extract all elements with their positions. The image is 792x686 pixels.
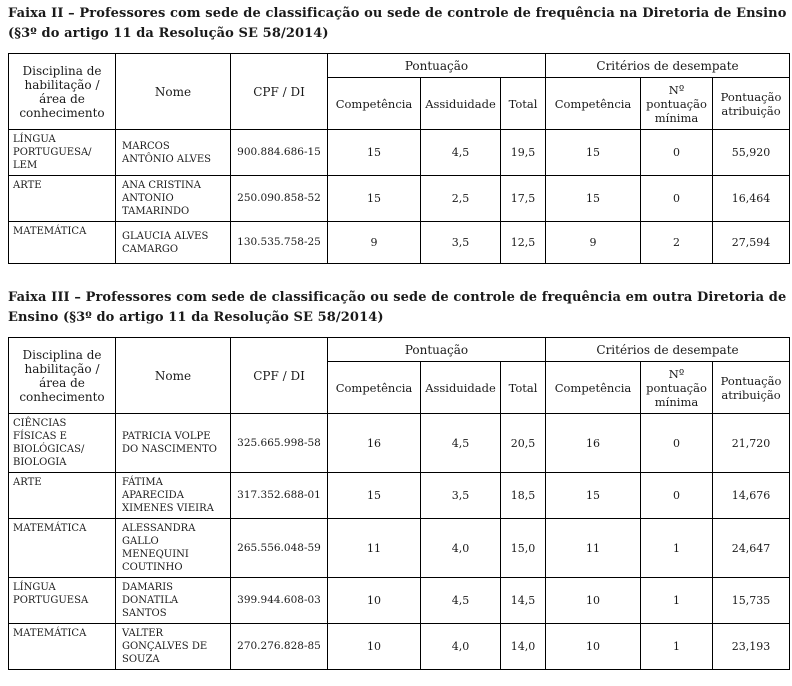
table-header — [9, 338, 790, 414]
cell-nome: VALTER GONÇALVES DE SOUZA — [116, 624, 231, 670]
cell-total: 19,5 — [501, 130, 546, 176]
header-disciplina: Disciplina de habilitação / área de conhecimento — [9, 54, 116, 130]
cell-nome: ANA CRISTINA ANTONIO TAMARINDO — [116, 176, 231, 222]
cell-assiduidade: 3,5 — [421, 222, 501, 264]
cell-n-pontuacao-minima: 0 — [641, 176, 713, 222]
table-row — [9, 130, 790, 176]
cell-pontuacao-atribuicao: 15,735 — [713, 578, 790, 624]
header-group-row — [9, 54, 790, 78]
cell-desempate-competencia: 15 — [546, 176, 641, 222]
cell-n-pontuacao-minima: 0 — [641, 414, 713, 473]
table-body — [9, 414, 790, 670]
header-nome: Nome — [116, 54, 231, 130]
cell-nome: DAMARIS DONATILA SANTOS — [116, 578, 231, 624]
table-row — [9, 578, 790, 624]
cell-total: 20,5 — [501, 414, 546, 473]
header-assiduidade: Assiduidade — [421, 78, 501, 130]
cell-total: 18,5 — [501, 473, 546, 519]
section-title: Faixa III – Professores com sede de classificação ou sede de controle de frequência em outra Diretoria de Ensino (§3º do artigo 11 da Resolução SE 58/2014) — [8, 290, 787, 325]
cell-n-pontuacao-minima: 1 — [641, 578, 713, 624]
cell-cpf-di: 270.276.828-85 — [231, 624, 328, 670]
table-row — [9, 519, 790, 578]
cell-pontuacao-atribuicao: 21,720 — [713, 414, 790, 473]
header-criterios-desempate-group: Critérios de desempate — [546, 54, 790, 78]
cell-pontuacao-competencia: 10 — [328, 578, 421, 624]
cell-desempate-competencia: 15 — [546, 473, 641, 519]
table-row — [9, 624, 790, 670]
header-pontuacao-atribuicao: Pontuação atribuição — [713, 362, 790, 414]
cell-assiduidade: 2,5 — [421, 176, 501, 222]
section-faixa-ii — [8, 4, 788, 264]
header-pontuacao-atribuicao: Pontuação atribuição — [713, 78, 790, 130]
results-table-faixa-iii — [8, 337, 790, 670]
cell-total: 17,5 — [501, 176, 546, 222]
cell-pontuacao-competencia: 10 — [328, 624, 421, 670]
cell-desempate-competencia: 10 — [546, 578, 641, 624]
header-pontuacao-competencia: Competência — [328, 362, 421, 414]
cell-total: 12,5 — [501, 222, 546, 264]
cell-pontuacao-atribuicao: 16,464 — [713, 176, 790, 222]
cell-disciplina: CIÊNCIAS FÍSICAS E BIOLÓGICAS/ BIOLOGIA — [9, 414, 116, 473]
header-nome: Nome — [116, 338, 231, 414]
cell-desempate-competencia: 15 — [546, 130, 641, 176]
cell-pontuacao-competencia: 16 — [328, 414, 421, 473]
table-row — [9, 473, 790, 519]
cell-disciplina: ARTE — [9, 473, 116, 519]
header-pontuacao-group: Pontuação — [328, 338, 546, 362]
section-title: Faixa II – Professores com sede de classificação ou sede de controle de frequência na Diretoria de Ensino (§3º do artigo 11 da Resolução SE 58/2014) — [8, 6, 787, 41]
table-body — [9, 130, 790, 264]
cell-total: 15,0 — [501, 519, 546, 578]
cell-pontuacao-competencia: 15 — [328, 473, 421, 519]
cell-cpf-di: 317.352.688-01 — [231, 473, 328, 519]
cell-disciplina: ARTE — [9, 176, 116, 222]
cell-cpf-di: 325.665.998-58 — [231, 414, 328, 473]
cell-pontuacao-competencia: 11 — [328, 519, 421, 578]
header-pontuacao-group: Pontuação — [328, 54, 546, 78]
header-group-row — [9, 338, 790, 362]
header-cpf-di: CPF / DI — [231, 54, 328, 130]
cell-nome: GLAUCIA ALVES CAMARGO — [116, 222, 231, 264]
cell-n-pontuacao-minima: 0 — [641, 130, 713, 176]
cell-desempate-competencia: 10 — [546, 624, 641, 670]
cell-pontuacao-competencia: 15 — [328, 130, 421, 176]
cell-assiduidade: 3,5 — [421, 473, 501, 519]
cell-disciplina: MATEMÁTICA — [9, 624, 116, 670]
results-table-faixa-ii — [8, 53, 790, 264]
cell-n-pontuacao-minima: 0 — [641, 473, 713, 519]
cell-cpf-di: 250.090.858-52 — [231, 176, 328, 222]
cell-pontuacao-atribuicao: 14,676 — [713, 473, 790, 519]
cell-assiduidade: 4,5 — [421, 414, 501, 473]
header-total: Total — [501, 78, 546, 130]
cell-n-pontuacao-minima: 2 — [641, 222, 713, 264]
cell-desempate-competencia: 16 — [546, 414, 641, 473]
cell-disciplina: MATEMÁTICA — [9, 222, 116, 264]
cell-cpf-di: 265.556.048-59 — [231, 519, 328, 578]
cell-assiduidade: 4,5 — [421, 130, 501, 176]
cell-total: 14,5 — [501, 578, 546, 624]
cell-pontuacao-competencia: 15 — [328, 176, 421, 222]
cell-pontuacao-atribuicao: 23,193 — [713, 624, 790, 670]
cell-desempate-competencia: 11 — [546, 519, 641, 578]
table-row — [9, 414, 790, 473]
cell-pontuacao-atribuicao: 55,920 — [713, 130, 790, 176]
cell-assiduidade: 4,5 — [421, 578, 501, 624]
cell-nome: PATRICIA VOLPE DO NASCIMENTO — [116, 414, 231, 473]
header-disciplina: Disciplina de habilitação / área de conhecimento — [9, 338, 116, 414]
table-row — [9, 222, 790, 264]
header-desempate-competencia: Competência — [546, 362, 641, 414]
cell-nome: ALESSANDRA GALLO MENEQUINI COUTINHO — [116, 519, 231, 578]
header-pontuacao-competencia: Competência — [328, 78, 421, 130]
cell-cpf-di: 900.884.686-15 — [231, 130, 328, 176]
cell-nome: MARCOS ANTÔNIO ALVES — [116, 130, 231, 176]
header-assiduidade: Assiduidade — [421, 362, 501, 414]
header-n-pontuacao-minima: Nº pontuação mínima — [641, 362, 713, 414]
header-cpf-di: CPF / DI — [231, 338, 328, 414]
cell-assiduidade: 4,0 — [421, 519, 501, 578]
table-header — [9, 54, 790, 130]
cell-desempate-competencia: 9 — [546, 222, 641, 264]
cell-pontuacao-competencia: 9 — [328, 222, 421, 264]
cell-pontuacao-atribuicao: 27,594 — [713, 222, 790, 264]
cell-n-pontuacao-minima: 1 — [641, 624, 713, 670]
cell-cpf-di: 399.944.608-03 — [231, 578, 328, 624]
header-criterios-desempate-group: Critérios de desempate — [546, 338, 790, 362]
header-total: Total — [501, 362, 546, 414]
cell-assiduidade: 4,0 — [421, 624, 501, 670]
cell-disciplina: LÍNGUA PORTUGUESA/ LEM — [9, 130, 116, 176]
header-n-pontuacao-minima: Nº pontuação mínima — [641, 78, 713, 130]
cell-pontuacao-atribuicao: 24,647 — [713, 519, 790, 578]
cell-total: 14,0 — [501, 624, 546, 670]
cell-cpf-di: 130.535.758-25 — [231, 222, 328, 264]
section-faixa-iii — [8, 288, 788, 670]
cell-disciplina: LÍNGUA PORTUGUESA — [9, 578, 116, 624]
cell-n-pontuacao-minima: 1 — [641, 519, 713, 578]
cell-disciplina: MATEMÁTICA — [9, 519, 116, 578]
table-row — [9, 176, 790, 222]
header-desempate-competencia: Competência — [546, 78, 641, 130]
cell-nome: FÁTIMA APARECIDA XIMENES VIEIRA — [116, 473, 231, 519]
